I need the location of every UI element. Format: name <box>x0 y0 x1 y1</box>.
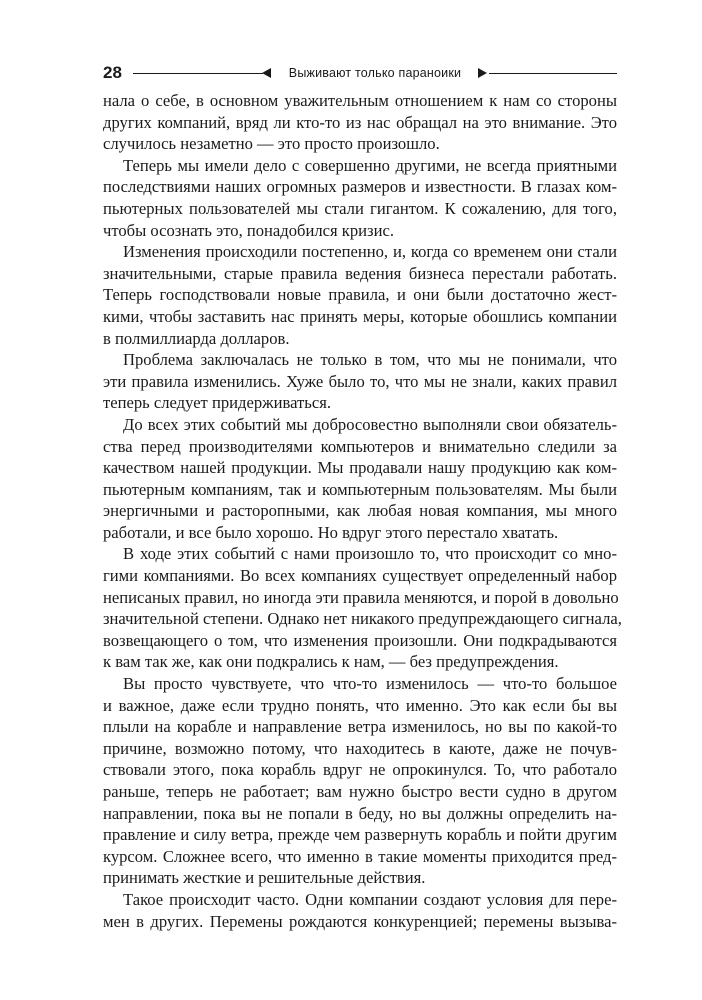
text-line: мен в других. Перемены рождаются конкуренцией; перемены вызыва- <box>103 911 617 931</box>
text-line: работали, и все было хорошо. Но вдруг этого перестало хватать. <box>103 522 559 542</box>
text-line: раньше, теперь не работает; вам нужно быстро вести судно в другом <box>103 782 617 801</box>
text-line: плыли на корабле и направление ветра изменилось, но вы по какой-то <box>103 717 617 737</box>
text-line: Вы просто чувствуете, что что-то изменилось — что-то большое <box>123 674 617 694</box>
text-line: неписаных правил, но иногда эти правила меняются, и порой в довольно <box>103 587 619 607</box>
paragraph <box>103 673 617 889</box>
paragraph <box>103 414 617 544</box>
text-line: До всех этих событий мы добросовестно выполняли свои обязатель- <box>123 414 617 434</box>
text-line: в полмиллиарда долларов. <box>103 328 290 348</box>
running-header <box>0 62 702 84</box>
text-line: чтобы осознать это, понадобился кризис. <box>103 220 394 240</box>
text-line: ства перед производителями компьютеров и внимательно следили за <box>103 436 617 456</box>
text-line: к вам так же, как они подкрались к нам, — без предупреждения. <box>103 652 559 672</box>
text-line: кими, чтобы заставить нас принять меры, которые обошлись компании <box>103 306 617 326</box>
header-rule-right <box>489 73 617 74</box>
text-line: Теперь мы имели дело с совершенно другими, не всегда приятными <box>123 155 617 175</box>
text-line: В ходе этих событий с нами произошло то, что происходит со мно- <box>123 544 617 564</box>
header-rule-left <box>133 73 263 74</box>
paragraph <box>103 155 617 241</box>
text-line: Проблема заключалась не только в том, что мы не понимали, что <box>123 350 617 370</box>
text-line: случилось незаметно — это просто произошло. <box>103 134 440 154</box>
triangle-right-icon <box>478 68 487 78</box>
text-line: и важное, даже если трудно понять, что именно. Это как если бы вы <box>103 695 617 715</box>
text-line: принимать жесткие и решительные действия. <box>103 868 426 888</box>
running-title: Выживают только параноики <box>288 66 462 80</box>
text-line: последствиями наших огромных размеров и известности. В глазах ком- <box>103 177 617 197</box>
triangle-left-icon <box>262 68 271 78</box>
text-line: ствовали этого, пока корабль вдруг не опрокинулся. То, что работало <box>103 760 617 780</box>
text-line: энергичными и расторопными, как любая новая компания, мы много <box>103 501 617 521</box>
text-line: причине, возможно потому, что находитесь в каюте, даже не почув- <box>103 738 617 758</box>
text-line: Изменения происходили постепенно, и, когда со временем они стали <box>123 242 617 262</box>
paragraph <box>103 543 622 673</box>
text-line: правление и силу ветра, прежде чем развернуть корабль и пойти другим <box>103 825 617 845</box>
text-line: курсом. Сложнее всего, что именно в такие моменты приходится пред- <box>103 846 617 866</box>
text-line: возвещающего о том, что изменения произошли. Они подкрадываются <box>103 630 617 650</box>
text-line: нала о себе, в основном уважительным отношением к нам со стороны <box>103 91 617 110</box>
text-line: качеством нашей продукции. Мы продавали нашу продукцию как ком- <box>103 458 617 478</box>
text-line: Теперь господствовали новые правила, и они были достаточно жест- <box>103 285 617 305</box>
page-body <box>103 90 622 932</box>
text-line: теперь следует придерживаться. <box>103 393 331 413</box>
text-line: гими компаниями. Во всех компаниях существует определенный набор <box>103 566 617 586</box>
paragraph <box>103 889 617 932</box>
text-line: значительными, старые правила ведения бизнеса перестали работать. <box>103 263 617 283</box>
text-line: эти правила изменились. Хуже было то, что мы не знали, каких правил <box>103 371 617 391</box>
paragraph <box>103 90 617 155</box>
text-line: других компаний, вряд ли кто-то из нас обращал на это внимание. Это <box>103 112 617 132</box>
text-line: направлении, пока вы не попали в беду, но вы должны определить на- <box>103 803 617 823</box>
text-line: пьютерных пользователей мы стали гигантом. К сожалению, для того, <box>103 198 617 218</box>
text-line: Такое происходит часто. Одни компании создают условия для пере- <box>123 889 617 909</box>
text-line: значительной степени. Однако нет никакого предупреждающего сигнала, <box>103 609 622 629</box>
paragraph <box>103 349 617 414</box>
paragraph <box>103 241 617 349</box>
page-number: 28 <box>103 63 122 82</box>
text-line: пьютерным компаниям, так и компьютерным пользователям. Мы были <box>103 479 617 499</box>
